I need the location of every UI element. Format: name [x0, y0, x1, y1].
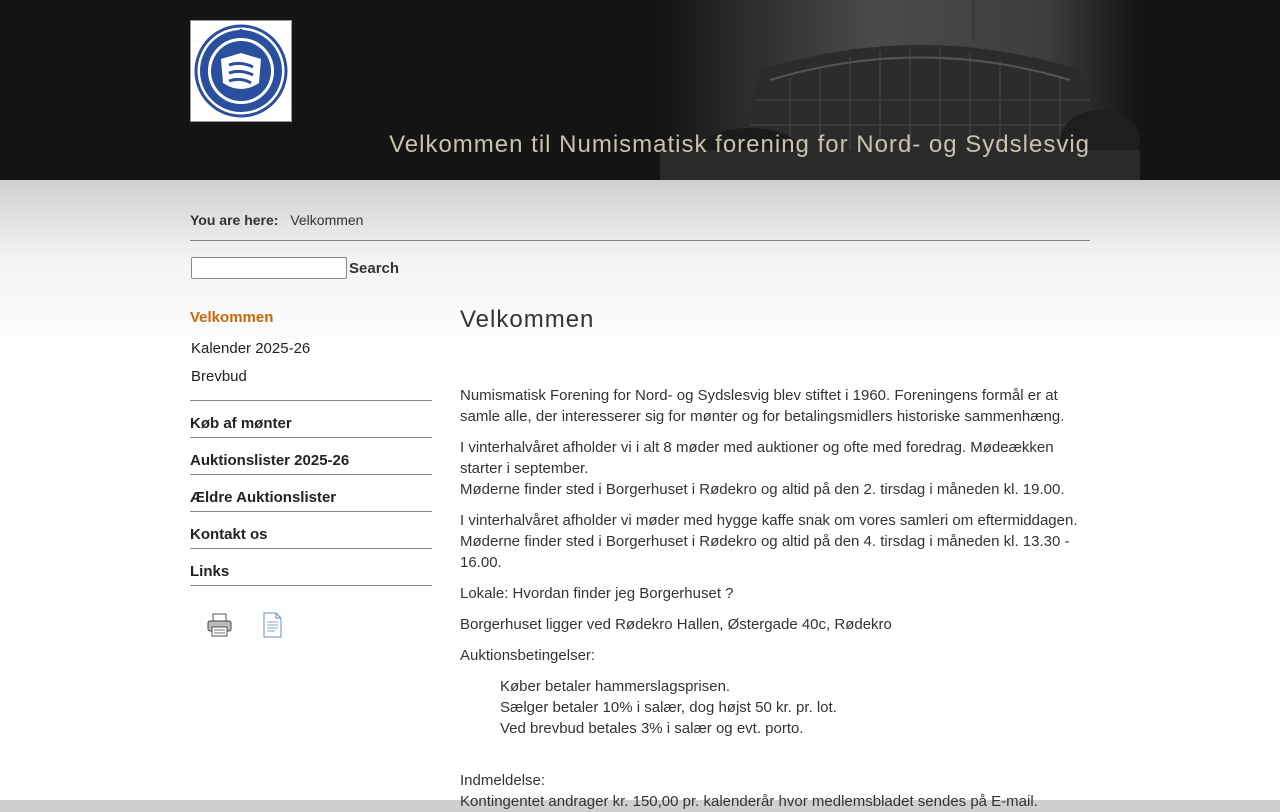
search-button[interactable]: Search — [349, 259, 400, 277]
sidebar-item-koeb-af-moenter[interactable]: Køb af mønter — [190, 401, 432, 438]
auction-term: Sælger betaler 10% i salær, dog højst 50 kr. pr. lot. — [500, 699, 837, 716]
address-paragraph: Borgerhuset ligger ved Rødekro Hallen, Østergade 40c, Rødekro — [460, 616, 892, 633]
breadcrumb — [190, 212, 1090, 241]
site-logo[interactable] — [190, 20, 292, 122]
print-icon[interactable] — [206, 612, 233, 638]
afternoon-location-text: Møderne finder sted i Borgerhuset i Rødekro og altid på den 4. tirsdag i måneden kl. 13.30 - 16.00. — [460, 533, 1070, 571]
search-input[interactable] — [191, 257, 347, 279]
auction-terms-heading: Auktionsbetingelser: — [460, 647, 596, 664]
breadcrumb-label: You are here: — [190, 212, 279, 228]
sidebar-subitem-brevbud[interactable]: Brevbud — [190, 368, 432, 401]
intro-paragraph: Numismatisk Forening for Nord- og Sydslesvig blev stiftet i 1960. Foreningens formål er at samle alle, der interesserer sig for mønter og for betalingsmidlers historiske sammenhæng. — [460, 387, 1065, 425]
sidebar-item-kontakt-os[interactable]: Kontakt os — [190, 512, 432, 549]
membership-text: Kontingentet andrager kr. 150,00 pr. kalenderår hvor medlemsbladet sendes på E-mail. — [460, 793, 1038, 810]
sidebar-item-auktionslister[interactable]: Auktionslister 2025-26 — [190, 438, 432, 475]
meetings-paragraph — [460, 437, 1100, 500]
afternoon-text: I vinterhalvåret afholder vi møder med hygge kaffe snak om vores samleri om eftermiddagen. — [460, 512, 1078, 529]
site-title: Velkommen til Numismatisk forening for Nord- og Sydslesvig — [389, 131, 1090, 158]
sidebar-nav — [190, 300, 432, 638]
location-link[interactable]: Lokale: Hvordan finder jeg Borgerhuset ? — [460, 585, 734, 602]
meetings-text: I vinterhalvåret afholder vi i alt 8 møder med auktioner og ofte med foredrag. Mødeækken starter i september. — [460, 439, 1054, 477]
auction-term: Køber betaler hammerslagsprisen. — [500, 678, 731, 695]
site-header — [0, 0, 1280, 180]
afternoon-paragraph — [460, 510, 1100, 573]
membership-heading: Indmeldelse: — [460, 772, 546, 789]
document-icon[interactable] — [259, 612, 286, 638]
auction-terms-list — [460, 676, 1100, 739]
sidebar-subitem-kalender[interactable]: Kalender 2025-26 — [191, 340, 311, 357]
meetings-location-text: Møderne finder sted i Borgerhuset i Rødekro og altid på den 2. tirsdag i måneden kl. 19.00. — [460, 481, 1065, 498]
sidebar-item-velkommen[interactable]: Velkommen — [190, 309, 274, 326]
search-form — [191, 257, 399, 279]
coin-seal-logo-icon — [191, 21, 291, 121]
sidebar-item-aeldre-auktionslister[interactable]: Ældre Auktionslister — [190, 475, 432, 512]
page-tools — [190, 612, 432, 638]
breadcrumb-current: Velkommen — [290, 212, 364, 228]
auction-term: Ved brevbud betales 3% i salær og evt. porto. — [500, 720, 804, 737]
page-title: Velkommen — [460, 306, 595, 333]
sidebar-item-links[interactable]: Links — [190, 549, 432, 586]
main-content — [460, 305, 1100, 812]
